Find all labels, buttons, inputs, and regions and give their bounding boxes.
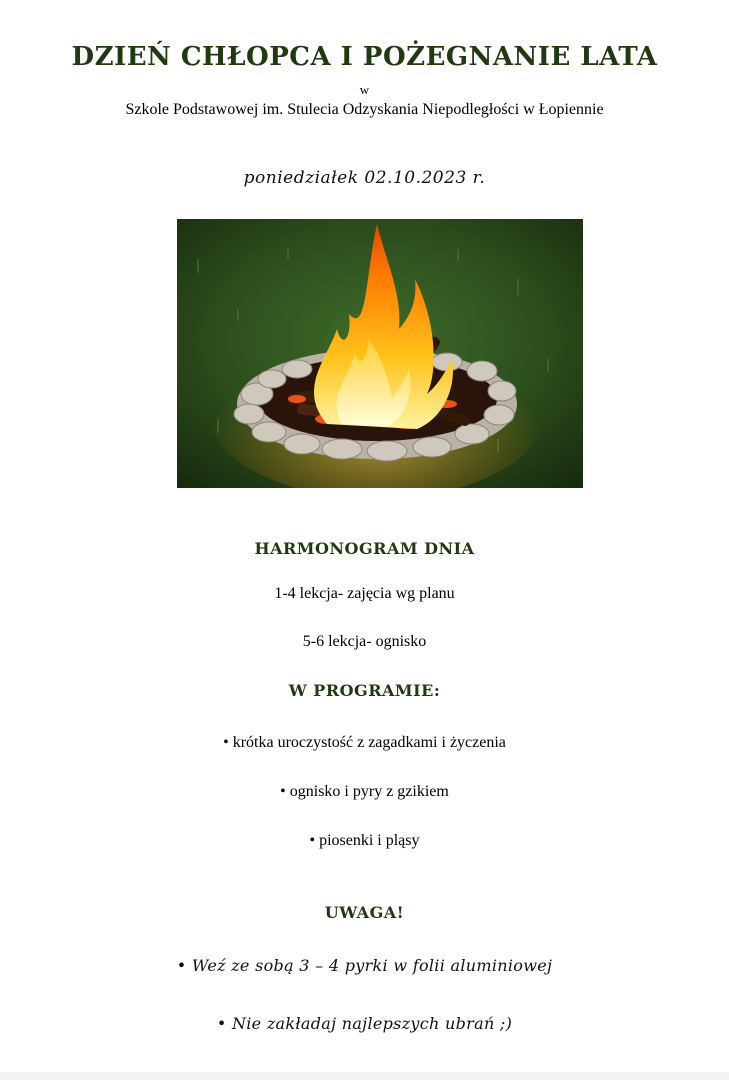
schedule-heading: HARMONOGRAM DNIA [254, 539, 475, 558]
notice-item-2: • Nie zakładaj najlepszych ubrań ;) [216, 1014, 513, 1033]
program-item-1: • krótka uroczystość z zagadkami i życzenia [223, 734, 506, 751]
preposition-w: w [359, 82, 370, 97]
page-bottom-edge [0, 1072, 729, 1080]
school-name: Szkole Podstawowej im. Stulecia Odzyskania Niepodległości w Łopiennie [125, 101, 604, 118]
notice-item-1: • Weź ze sobą 3 – 4 pyrki w folii aluminiowej [176, 956, 553, 975]
program-item-3: • piosenki i pląsy [309, 832, 420, 849]
program-heading: W PROGRAMIE: [288, 681, 441, 700]
notice-heading: UWAGA! [324, 903, 405, 922]
campfire-photo [177, 219, 583, 488]
schedule-item-1: 1-4 lekcja- zajęcia wg planu [274, 585, 455, 602]
schedule-item-2: 5-6 lekcja- ognisko [302, 633, 427, 650]
flyer-title: DZIEŃ CHŁOPCA I POŻEGNANIE LATA [71, 42, 658, 72]
event-date: poniedziałek 02.10.2023 r. [243, 168, 486, 188]
program-item-2: • ognisko i pyry z gzikiem [280, 783, 449, 800]
